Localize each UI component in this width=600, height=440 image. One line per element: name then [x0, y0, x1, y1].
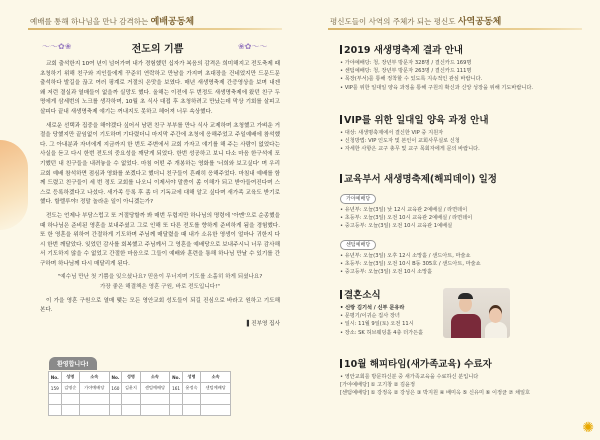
flower-ornament-icon: ❀✿～～: [238, 42, 268, 51]
list-item: • 센텀예배당: 청, 장년부 방문자 263명 / 결신카드 111명: [340, 67, 590, 75]
table-row: 159 김명순 가야예배당 160 김윤지 센텀예배당 161 윤정숙 센텀예배당: [49, 383, 231, 394]
section-title: 2019 새생명축제 결과 안내: [340, 42, 590, 56]
list-item: • 초등부: 오늘(3일) 오전 10시 B동 305호 / 샌드아트, 마술쇼: [340, 260, 590, 268]
quote: "예수님 만난 첫 기쁨을 잊으셨나요? 믿음이 무너지며 기도를 소홀히 하게 되셨나요? 가장 좋은 해결책은 영혼 구원, 바로 전도입니다!": [57, 274, 263, 291]
campus-badge: 가야예배당: [340, 194, 376, 204]
section-title: 교육부서 새생명축제(해피데이) 일정: [340, 171, 590, 185]
section-title: 10월 해피타임(새가족교육) 수료자: [340, 356, 590, 370]
graduates-gaya: [가야예배당] ① 고기창 ② 김윤정: [340, 382, 416, 389]
section-happytime-graduates: [340, 356, 590, 398]
wedding-couple-photo: [443, 288, 510, 338]
right-header: 평신도들이 사역의 주체가 되는 평신도 사역공동체: [330, 17, 502, 27]
flower-decoration-icon: ✺: [582, 420, 594, 436]
flower-ornament-icon: ～～✿❀: [42, 42, 72, 51]
list-item: • 초등부: 오늘(3일) 오전 10시 교육관 2예배실 / 라면데이: [340, 214, 590, 222]
left-header: 예배를 통해 하나님을 만나 감격하는 예배공동체: [30, 17, 195, 27]
list-item: • 중고등부: 오늘(3일) 오전 10시 소망홀: [340, 268, 590, 276]
graduates-centum: [센텀예배당] ① 강정옥 ② 강성은 ③ 박지원 ④ 배미옥 ⑤ 신유미 ⑥ 이정균 ⑦ 채일호: [340, 390, 530, 397]
list-item: • 신청방법: VIP 인도자 및 본인이 교회사무실로 신청: [340, 137, 590, 145]
section-title: 결혼소식: [340, 287, 440, 301]
author-signature: ▌진부영 집사: [246, 320, 280, 327]
list-item: • 장소: SK 허브웨딩홀 4층 더가든홀: [340, 329, 440, 337]
article-body: [40, 60, 280, 333]
section-title: VIP를 위한 일대일 양육 과정 안내: [340, 112, 590, 126]
list-item: • 가야예배당: 청, 장년부 방문자 328명 / 결신카드 169명: [340, 59, 590, 67]
list-item: • 대상: 새생명축제에서 결신한 VIP 중 지원자: [340, 129, 590, 137]
list-item: • 중고등부: 오늘(3일) 오전 10시 교육관 1예배실: [340, 222, 590, 230]
list-item: • 영안교회를 방문하신분 중 새가족교육을 수료하신 분입니다: [340, 373, 590, 381]
list-item: • 목장(부서)를 통해 정착할 수 있도록 지속적인 관심 바랍니다.: [340, 75, 590, 83]
autumn-leaf-decoration: [0, 140, 28, 230]
list-item: • 문평기/이귀순 집사 장녀: [340, 312, 440, 320]
paragraph: 전도는 언제나 부담스럽고 또 거절당할까 봐 매번 두렵지만 하나님의 명령에 '아멘'으로 순종했을 때 하나님은 준비된 영혼을 보내주셨고 그로 인해 또 다른 전도를 향하게 준비하게 됨을 경험했다. 또 한 영혼을 위하여 간절하게 기도하며 주님께 매달렸을 때 내가 소유한 영생이 얼마나 귀한지 다시 한번 깨달았다. 잊었던 감사를 회복했고 주님께서 그 영혼을 예배당으로 보내주시니 너무 감사해서 기도하지 않을 수 없었고 간절한 마음으로 그들이 예배와 훈련을 통해 하나님 만날 수 있기를 간구하며 하나님께 다시 매달리게 된다.: [40, 212, 280, 267]
welcome-table: [48, 371, 231, 416]
section-wedding: [340, 287, 440, 337]
divider: [28, 28, 282, 30]
campus-badge: 센텀예배당: [340, 240, 376, 250]
table-header-row: No. 성명 소속 No. 성명 소속 No. 성명 소속: [49, 372, 231, 383]
article-title: 전도의 기쁨: [131, 44, 184, 55]
divider: [328, 28, 582, 30]
welcome-tab: 환영합니다!: [49, 357, 97, 370]
table-row: [49, 394, 231, 405]
table-row: [49, 405, 231, 416]
section-vip-course: [340, 112, 590, 154]
list-item: • 유년부: 오늘(3일) 오후 12시 소망홀 / 샌드아트, 마술쇼: [340, 252, 590, 260]
list-item: • VIP를 위한 일대일 양육 과정을 통해 구원의 확신과 신앙 성장을 위해 기도바랍니다.: [340, 84, 590, 92]
section-happyday-schedule: [340, 171, 590, 276]
list-item: • 자세한 사항은 교구 총무 및 교구 목회자에게 문의 바랍니다.: [340, 145, 590, 153]
list-item: • 일시: 11월 9일(토) 오전 11시: [340, 320, 440, 328]
paragraph: 이 가을 영혼 구원으로 열매 맺는 모든 영안교회 성도들이 되길 진심으로 바라고 원하고 기도해 본다.: [40, 297, 280, 314]
list-item: • 신랑 김기석 / 신부 문유라: [340, 304, 440, 312]
section-festival-results: [340, 42, 590, 92]
paragraph: 교회 출석한지 10여 년이 넘어가며 내가 경험했던 십자가 복음의 감격은 희미해지고 전도축제 때 초청하기 위해 친구와 지인들에게 꾸준히 연락하고 만남을 가지며 초대장을 건네었지만 드문드문 출석하다 발길을 끊고 여러 핑계로 거절의 은맛을 보였다. 매년 새생명축제 간증영상을 보며 내겐 왜 저런 결실과 열매들이 없을까 실망도 했다. 올해는 이전에 두 번정도 새생명축제에 왔던 친구 두 명에게 삼세번의 노크를 생각하며, 10월 초 식사 대접 후 초청하려고 만났는데 막상 기회를 살피고 살피다 끝내 새생명축제 얘기는 꺼내지도 못하고 헤어져 너무 속상했다.: [40, 61, 280, 115]
list-item: • 유년부: 오늘(3일) 낮 12시 교육관 2예배실 / 라면데이: [340, 206, 590, 214]
paragraph: 새로운 선택과 집중을 해야겠다 싶어서 남편 친구 부부를 만나 식사 교제하며 초청했고 가벼운 거절을 당했지만 끝임없이 기도하며 기다렸더니 마지막 주간에 초청에 응해주었고 주일예배에 참석했다. 그 아내분과 자녀에게 지금까지 한 번도 주변에서 교회 가자고 얘기를 해 주는 사람이 없었다는 사실을 듣고 다시 한번 전도의 중요성을 깨닫게 되었다. 한번 성공하고 보니 다소 마음 한구석에 포기했던 내 친구들을 내려놓을 수 없었다. 마침 어떤 주 개봉하는 영화를 '너희와 보고싶다' 며 우리 교회 예배 참석하면 점심과 영화를 쏘겠다고 했더니 친구들이 흔쾌히 응해주었다. 마침내 예배를 함께 드렸고 친구들이 세 번 정도 교회를 나오니 이제서야 말씀이 좀 이해가 되고 받아들여진다며 스스로 등록하겠다고 나섰다. 새가족 등록 후 좀 더 기독교에 대해 알고 싶다며 새가족 교육도 받기로 했다. 할렐루야! 정말 놀라운 일이 아니겠는가?: [40, 122, 280, 206]
